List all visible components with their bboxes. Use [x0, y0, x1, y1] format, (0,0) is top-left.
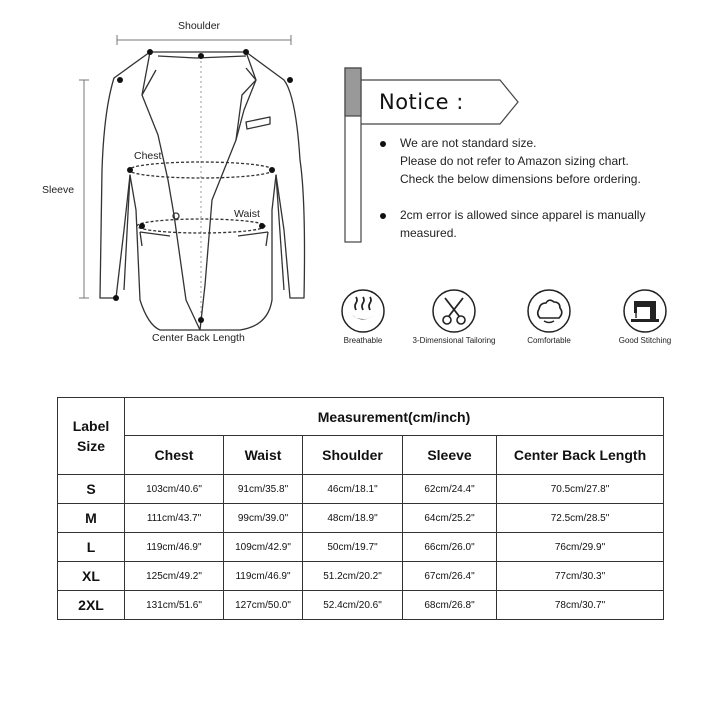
feature-label: Comfortable: [527, 336, 571, 345]
feature-breathable: [318, 288, 408, 345]
table-cell: 67cm/26.4": [403, 562, 497, 591]
table-cell: 131cm/51.6": [125, 591, 224, 620]
table-cell: 62cm/24.4": [403, 475, 497, 504]
notice-line: We are not standard size.: [400, 136, 537, 150]
table-cell: 64cm/25.2": [403, 504, 497, 533]
measurement-group-header: Measurement(cm/inch): [125, 398, 664, 436]
table-cell: 99cm/39.0": [224, 504, 303, 533]
label-header: Label: [72, 418, 110, 434]
table-cell: 119cm/46.9": [125, 533, 224, 562]
scissors-icon: [431, 288, 477, 334]
feature-label: Good Stitching: [618, 336, 672, 345]
feature-stitching: [600, 288, 690, 345]
size-cell: 2XL: [58, 591, 125, 620]
notice-bullet-2: [400, 206, 645, 242]
notice-line: Check the below dimensions before ordering.: [400, 172, 641, 186]
column-header-waist: Waist: [224, 436, 303, 475]
table-cell: 48cm/18.9": [303, 504, 403, 533]
table-cell: 109cm/42.9": [224, 533, 303, 562]
size-table: [57, 397, 664, 620]
notice-line: Please do not refer to Amazon sizing chart.: [400, 154, 629, 168]
jacket-diagram: [0, 0, 330, 360]
table-cell: 111cm/43.7": [125, 504, 224, 533]
table-cell: 70.5cm/27.8": [497, 475, 664, 504]
table-row: [58, 591, 664, 620]
notice-title: Notice :: [379, 90, 464, 114]
table-cell: 103cm/40.6": [125, 475, 224, 504]
table-cell: 77cm/30.3": [497, 562, 664, 591]
size-cell: M: [58, 504, 125, 533]
column-header-sleeve: Sleeve: [403, 436, 497, 475]
feature-tailoring: [409, 288, 499, 345]
table-row: [58, 533, 664, 562]
table-cell: 68cm/26.8": [403, 591, 497, 620]
feature-comfortable: [504, 288, 594, 345]
size-cell: XL: [58, 562, 125, 591]
notice-line: 2cm error is allowed since apparel is manually: [400, 208, 646, 222]
sewing-machine-icon: [622, 288, 668, 334]
table-cell: 46cm/18.1": [303, 475, 403, 504]
size-cell: L: [58, 533, 125, 562]
table-cell: 52.4cm/20.6": [303, 591, 403, 620]
breathable-icon: [340, 288, 386, 334]
center-back-length-label: Center Back Length: [152, 332, 245, 344]
notice-line: measured.: [400, 226, 457, 240]
size-header: Size: [76, 438, 105, 454]
table-cell: 51.2cm/20.2": [303, 562, 403, 591]
column-header-shoulder: Shoulder: [303, 436, 403, 475]
table-cell: 76cm/29.9": [497, 533, 664, 562]
table-cell: 91cm/35.8": [224, 475, 303, 504]
size-cell: S: [58, 475, 125, 504]
column-header-center-back-length: Center Back Length: [497, 436, 664, 475]
table-row: [58, 504, 664, 533]
chest-label: Chest: [134, 150, 162, 162]
table-cell: 125cm/49.2": [125, 562, 224, 591]
table-row: [58, 475, 664, 504]
label-size-header: [58, 398, 125, 475]
comfortable-icon: [526, 288, 572, 334]
column-header-chest: Chest: [125, 436, 224, 475]
sleeve-label: Sleeve: [42, 184, 75, 196]
table-cell: 78cm/30.7": [497, 591, 664, 620]
bullet-dot: [380, 141, 386, 147]
feature-label: 3-Dimensional Tailoring: [412, 336, 496, 345]
feature-label: Breathable: [343, 336, 383, 345]
table-cell: 72.5cm/28.5": [497, 504, 664, 533]
table-cell: 50cm/19.7": [303, 533, 403, 562]
bullet-dot: [380, 213, 386, 219]
table-cell: 119cm/46.9": [224, 562, 303, 591]
notice-bullet-1: [400, 134, 641, 188]
shoulder-label: Shoulder: [178, 20, 221, 32]
table-cell: 127cm/50.0": [224, 591, 303, 620]
table-cell: 66cm/26.0": [403, 533, 497, 562]
table-row: [58, 562, 664, 591]
waist-label: Waist: [234, 208, 260, 220]
